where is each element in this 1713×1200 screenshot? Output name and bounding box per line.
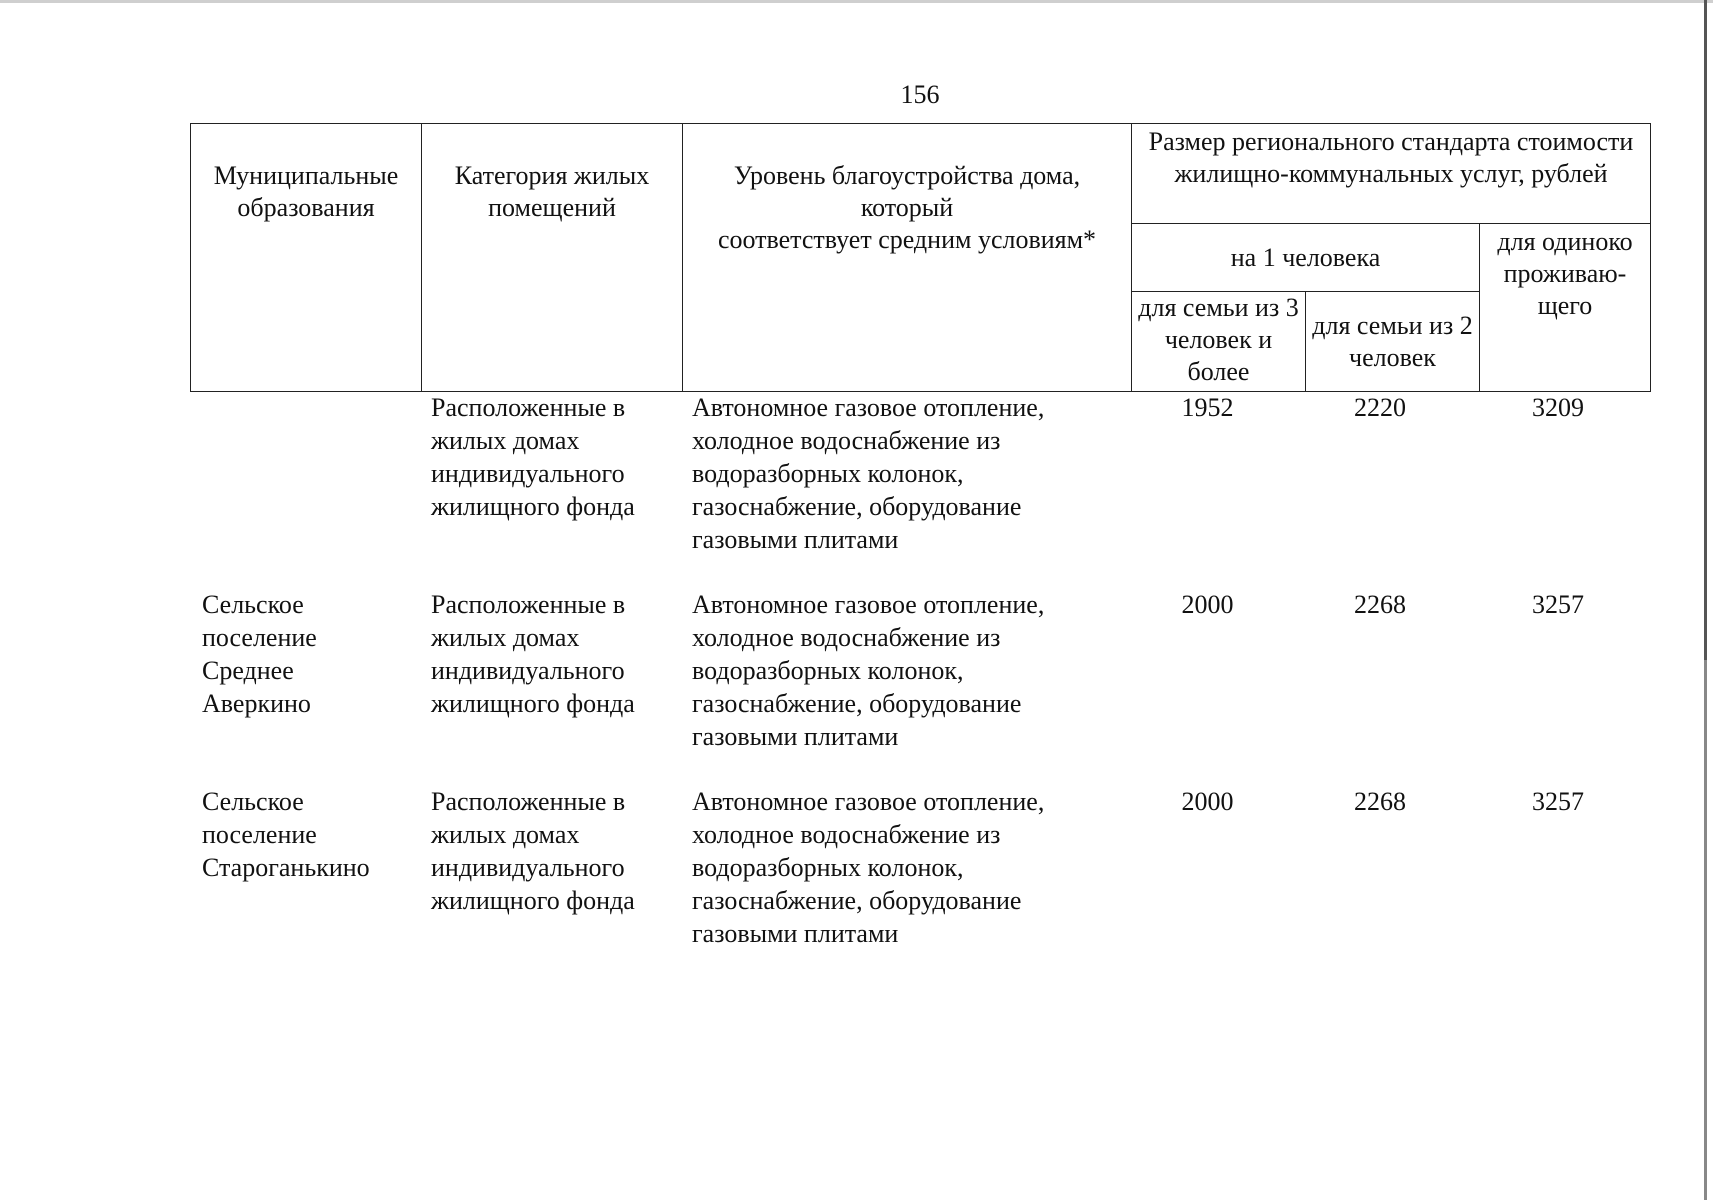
cell-single: 3257 bbox=[1532, 590, 1584, 619]
cell-family3: 2000 bbox=[1181, 590, 1234, 619]
cell-municipality: Сельское поселение Среднее Аверкино bbox=[202, 590, 317, 718]
cell-family2: 2220 bbox=[1354, 393, 1406, 422]
header-family2: для семьи из 2 человек bbox=[1306, 292, 1480, 392]
cell-category: Расположенные в жилых домах индивидуального жилищного фонда bbox=[431, 393, 635, 521]
table-header bbox=[190, 123, 1651, 392]
scan-edge-top bbox=[0, 0, 1713, 3]
header-standard-size: Размер регионального стандарта стоимости жилищно-коммунальных услуг, рублей bbox=[1132, 124, 1651, 224]
scan-edge-right bbox=[1704, 0, 1707, 1200]
cell-level: Автономное газовое отопление, холодное водоснабжение из водоразборных колонок, газоснабжение, оборудование газовыми плитами bbox=[692, 590, 1045, 751]
header-per-person: на 1 человека bbox=[1132, 224, 1480, 292]
cell-single: 3257 bbox=[1532, 787, 1584, 816]
header-family3: для семьи из 3 человек и более bbox=[1132, 292, 1306, 392]
header-municipality: Муниципальные образования bbox=[191, 124, 422, 392]
cell-family2: 2268 bbox=[1354, 590, 1406, 619]
cell-municipality: Сельское поселение Староганькино bbox=[202, 787, 370, 882]
cell-level: Автономное газовое отопление, холодное водоснабжение из водоразборных колонок, газоснабжение, оборудование газовыми плитами bbox=[692, 393, 1045, 554]
cell-category: Расположенные в жилых домах индивидуального жилищного фонда bbox=[431, 787, 635, 915]
cell-family3: 1952 bbox=[1181, 393, 1234, 422]
cell-family2: 2268 bbox=[1354, 787, 1406, 816]
page-number: 156 bbox=[900, 80, 940, 109]
cell-family3: 2000 bbox=[1181, 787, 1234, 816]
cell-single: 3209 bbox=[1532, 393, 1584, 422]
header-category: Категория жилых помещений bbox=[422, 124, 683, 392]
header-single: для одиноко проживаю-щего bbox=[1480, 224, 1651, 392]
header-level: Уровень благоустройства дома, который соответствует средним условиям* bbox=[683, 124, 1132, 392]
cell-category: Расположенные в жилых домах индивидуального жилищного фонда bbox=[431, 590, 635, 718]
cell-level: Автономное газовое отопление, холодное водоснабжение из водоразборных колонок, газоснабжение, оборудование газовыми плитами bbox=[692, 787, 1045, 948]
